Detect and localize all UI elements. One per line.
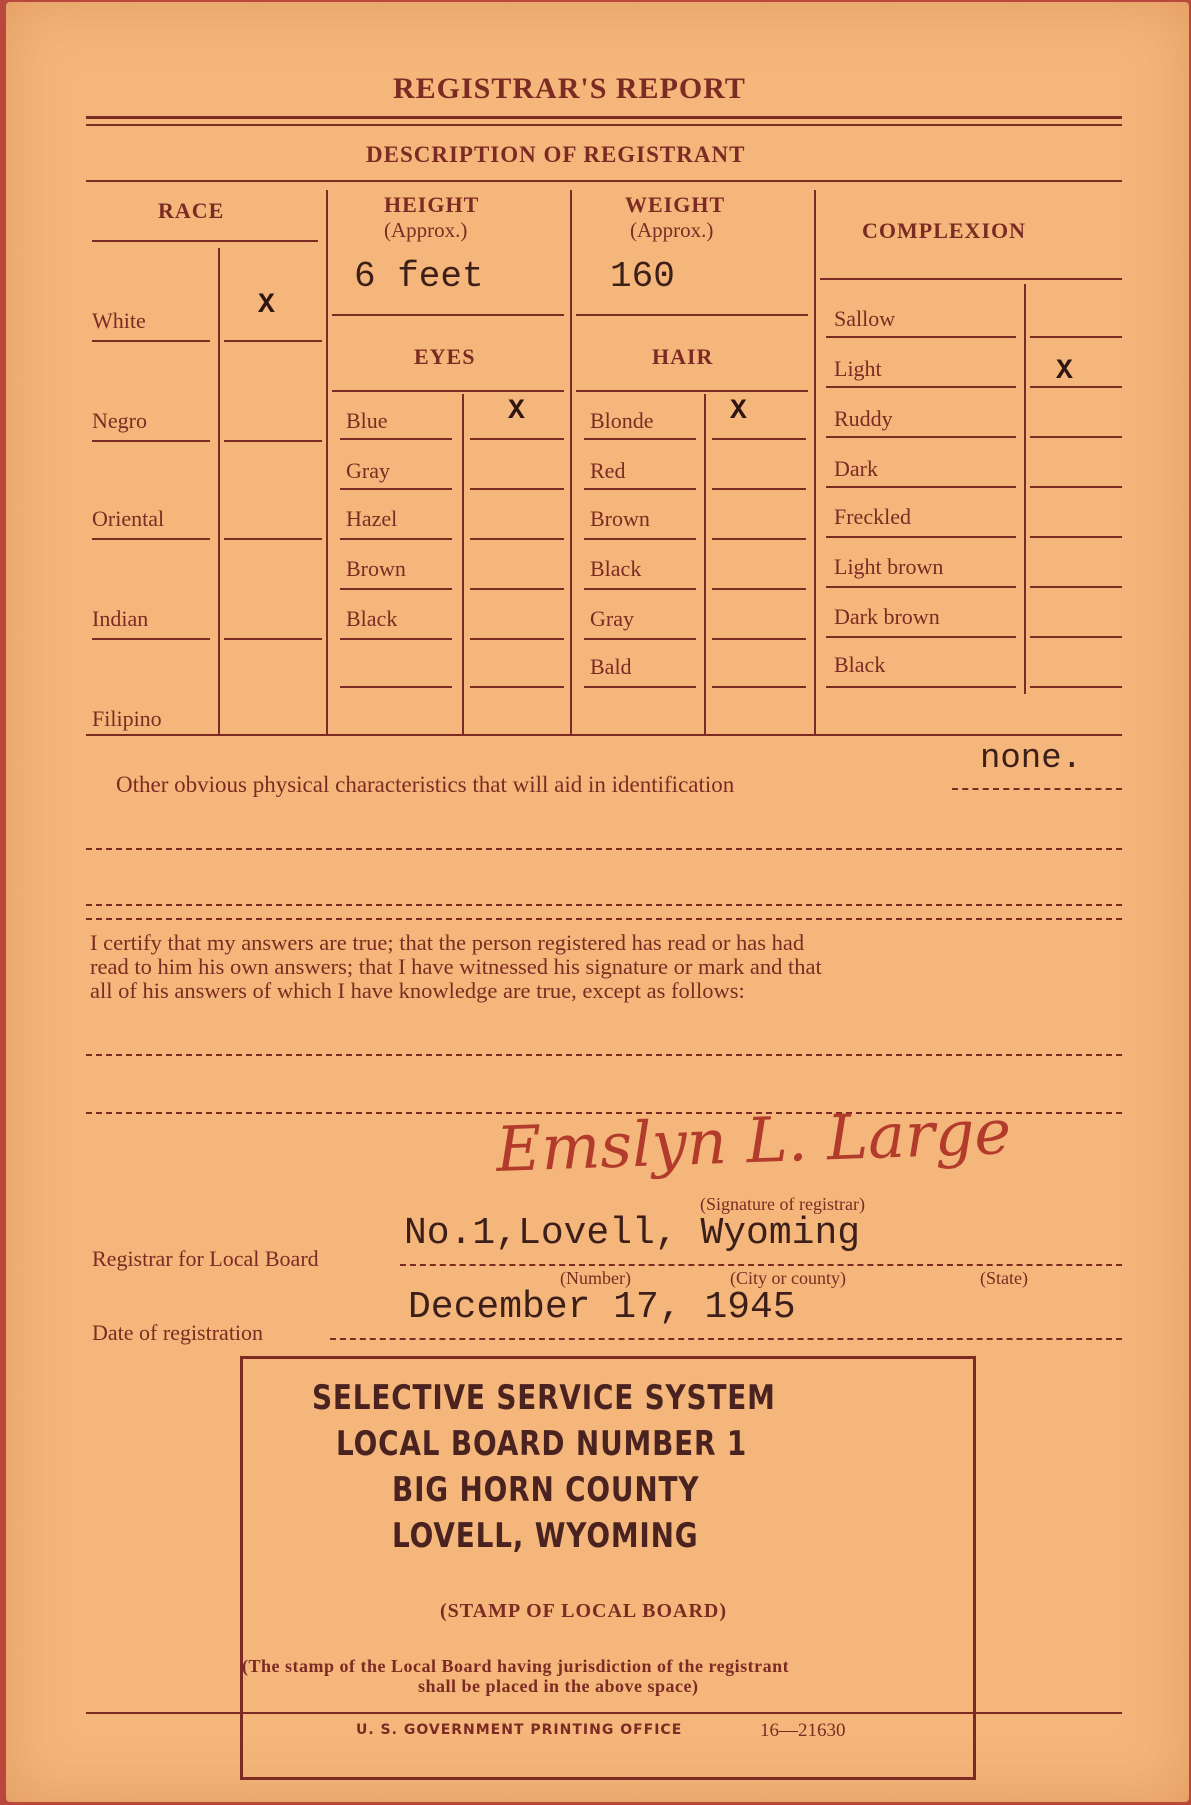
hair-check-mark: X [730,396,747,427]
row-rule [1030,686,1122,688]
eyes-header: EYES [414,344,476,369]
hw-rule [332,314,564,316]
footer-rule [86,1712,1122,1714]
other-characteristics-label: Other obvious physical characteristics that will aid in identification [116,772,735,797]
stamp-caption: (STAMP OF LOCAL BOARD) [440,1600,728,1622]
section-title: DESCRIPTION OF REGISTRANT [366,142,746,167]
race-header-rule [92,240,318,242]
eyes-header-rule [332,390,564,392]
row-rule [826,386,1016,388]
stamp-note-line-2: shall be placed in the above space) [418,1676,699,1696]
board-caption-number: (Number) [560,1268,631,1288]
hair-option-bald: Bald [590,654,632,679]
page-title: REGISTRAR'S REPORT [393,72,746,105]
eyes-option-blue: Blue [346,408,388,433]
row-rule [1030,386,1122,388]
row-rule [470,686,564,688]
race-option-filipino: Filipino [92,706,162,731]
row-rule [712,588,806,590]
complexion-check-col [1024,284,1026,694]
row-rule [584,538,696,540]
row-rule [584,686,696,688]
row-rule [1030,636,1122,638]
row-rule [826,436,1016,438]
col-divider-2 [570,190,572,736]
row-rule [826,336,1016,338]
other-line-4 [86,918,1122,920]
row-rule [470,638,564,640]
row-rule [584,638,696,640]
section-rule [86,180,1122,182]
height-sub: (Approx.) [384,218,468,242]
hair-header: HAIR [652,344,714,369]
hw-rule [576,314,808,316]
local-board-line [400,1264,1122,1266]
complexion-option-dark: Dark [834,456,878,481]
hair-option-red: Red [590,458,626,483]
weight-header: WEIGHT [625,192,726,217]
row-rule [826,486,1016,488]
row-rule [584,588,696,590]
race-option-negro: Negro [92,408,147,433]
other-line-2 [86,848,1122,850]
weight-value: 160 [610,256,675,297]
hair-option-black: Black [590,556,642,581]
height-header: HEIGHT [384,192,480,217]
date-label: Date of registration [92,1320,264,1345]
row-rule [584,488,696,490]
race-option-indian: Indian [92,606,149,631]
eyes-option-hazel: Hazel [346,506,398,531]
stamp-box [240,1356,976,1780]
col-divider-1 [326,190,328,736]
exception-line-1 [86,1054,1122,1056]
row-rule [826,636,1016,638]
board-caption-city: (City or county) [730,1268,846,1288]
title-rule-2 [86,124,1122,126]
row-rule [340,488,452,490]
row-rule [470,538,564,540]
title-rule-1 [86,116,1122,119]
race-option-white: White [92,308,146,333]
eyes-option-gray: Gray [346,458,390,483]
row-rule [1030,536,1122,538]
stamp-line-1: SELECTIVE SERVICE SYSTEM [312,1378,776,1418]
row-rule [1030,336,1122,338]
race-option-oriental: Oriental [92,506,165,531]
complexion-option-freckled: Freckled [834,504,911,529]
row-rule [340,438,452,440]
complexion-option-sallow: Sallow [834,306,896,331]
row-rule [826,586,1016,588]
race-row-rule [92,340,210,342]
row-rule [584,438,696,440]
row-rule [826,686,1016,688]
date-value: December 17, 1945 [408,1286,796,1329]
local-board-label: Registrar for Local Board [92,1246,319,1271]
footer-code: 16—21630 [760,1720,846,1741]
row-rule [470,588,564,590]
complexion-header: COMPLEXION [862,218,1026,243]
height-value: 6 feet [354,256,484,297]
race-check-mark: X [258,290,275,321]
eyes-option-black: Black [346,606,398,631]
certify-line-2: read to him his own answers; that I have witnessed his signature or mark and that [90,954,822,979]
complexion-option-dark-brown: Dark brown [834,604,940,629]
row-rule [340,538,452,540]
other-characteristics-value: none. [980,740,1083,778]
eyes-check-col [462,394,464,734]
row-rule [1030,586,1122,588]
race-check-col [218,248,220,734]
hair-option-gray: Gray [590,606,634,631]
row-rule [712,686,806,688]
col-divider-3 [814,190,816,736]
row-rule [340,686,452,688]
row-rule [340,638,452,640]
complexion-check-mark: X [1056,356,1073,387]
board-caption-state: (State) [980,1268,1028,1288]
date-line [330,1338,1122,1340]
race-row-rule [92,440,210,442]
race-check-rule [224,538,322,540]
race-check-rule [224,340,322,342]
complexion-option-ruddy: Ruddy [834,406,893,431]
registrar-signature: Emslyn L. Large [494,1095,1013,1186]
hair-check-col [704,394,706,734]
other-line-1 [952,788,1122,790]
row-rule [826,536,1016,538]
row-rule [712,638,806,640]
row-rule [1030,436,1122,438]
race-row-rule [92,538,210,540]
hair-option-brown: Brown [590,506,650,531]
complexion-option-light-brown: Light brown [834,554,944,579]
eyes-check-mark: X [508,396,525,427]
race-check-rule [224,638,322,640]
complexion-header-rule [820,278,1122,280]
local-board-value: No.1,Lovell, Wyoming [404,1212,861,1255]
row-rule [1030,486,1122,488]
weight-sub: (Approx.) [630,218,714,242]
stamp-line-3: BIG HORN COUNTY [392,1470,700,1510]
hair-header-rule [576,390,808,392]
eyes-option-brown: Brown [346,556,406,581]
race-header: RACE [158,198,225,223]
table-bottom-rule [86,734,1122,736]
footer-printer: U. S. GOVERNMENT PRINTING OFFICE [356,1722,683,1738]
row-rule [340,588,452,590]
stamp-note-line-1: (The stamp of the Local Board having jurisdiction of the registrant [242,1656,790,1676]
race-check-rule [224,440,322,442]
complexion-option-light: Light [834,356,882,381]
row-rule [470,488,564,490]
row-rule [712,488,806,490]
certify-line-3: all of his answers of which I have knowledge are true, except as follows: [90,978,745,1003]
hair-option-blonde: Blonde [590,408,654,433]
row-rule [712,438,806,440]
stamp-line-2: LOCAL BOARD NUMBER 1 [336,1424,748,1464]
complexion-option-black: Black [834,652,886,677]
certify-line-1: I certify that my answers are true; that the person registered has read or has had [90,930,805,955]
stamp-line-4: LOVELL, WYOMING [392,1516,699,1556]
other-line-3 [86,904,1122,906]
row-rule [712,538,806,540]
row-rule [470,438,564,440]
race-row-rule [92,638,210,640]
signature-caption: (Signature of registrar) [700,1194,865,1214]
